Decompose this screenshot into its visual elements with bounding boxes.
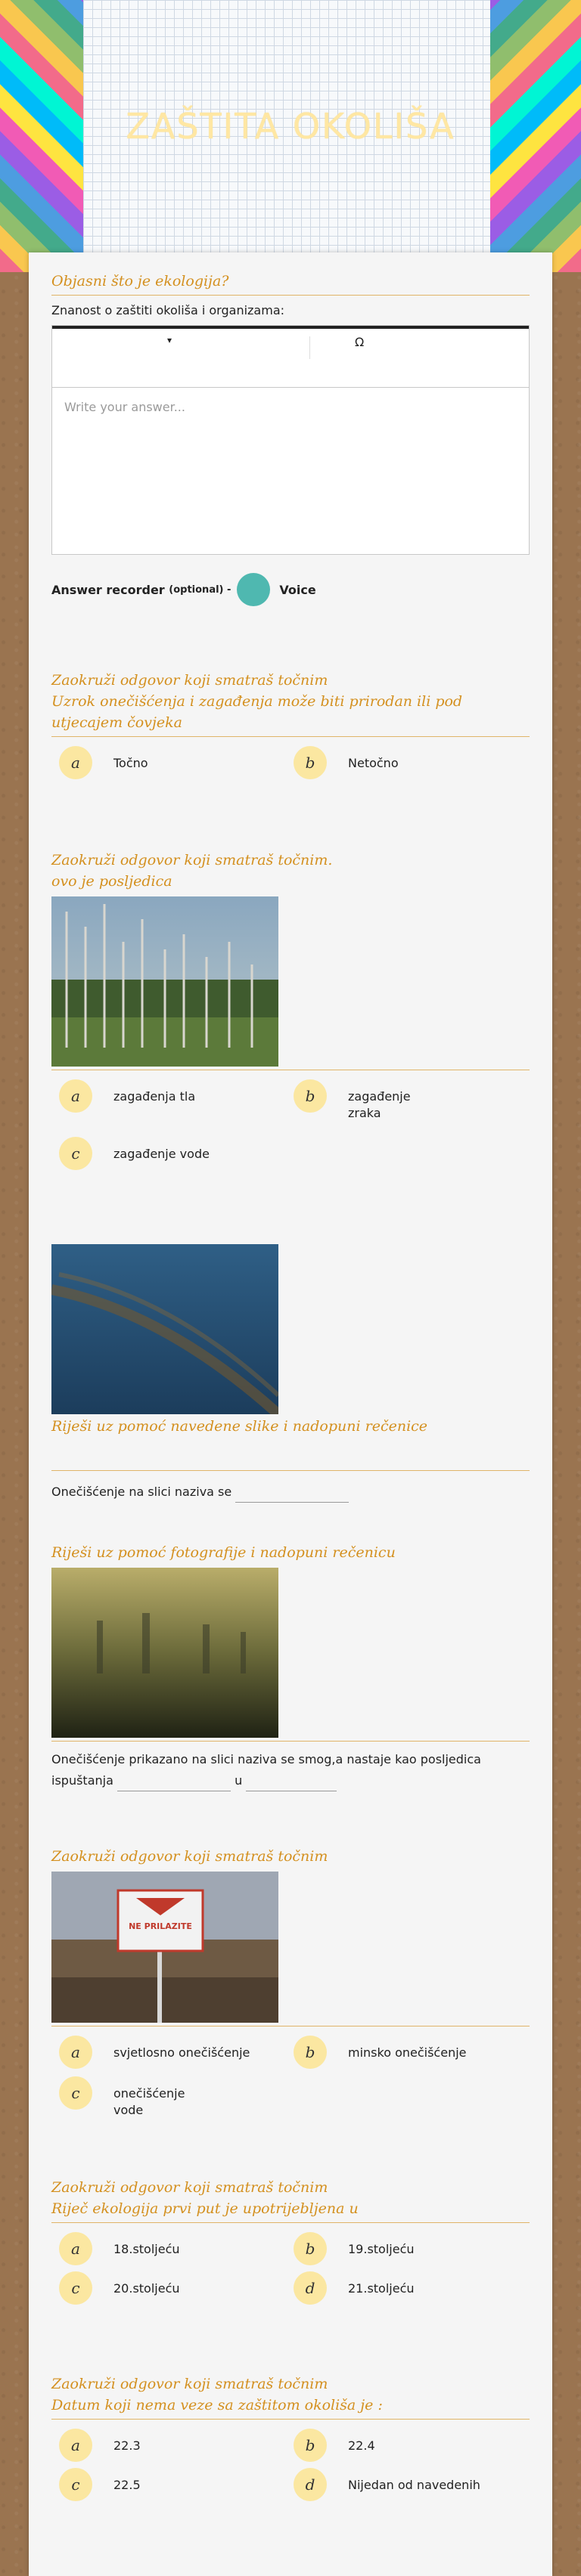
option-key: a xyxy=(59,2036,92,2069)
recorder-label: Answer recorder xyxy=(51,582,165,597)
option-b[interactable] xyxy=(294,1079,424,1122)
question-prompt: Riječ ekologija prvi put je upotrijebljena u xyxy=(51,2200,359,2217)
divider xyxy=(51,295,530,296)
voice-record-button[interactable] xyxy=(237,573,270,606)
option-key: d xyxy=(294,2468,327,2501)
divider xyxy=(51,2222,530,2223)
divider xyxy=(51,1470,530,1471)
question-title: Zaokruži odgovor koji smatraš točnim xyxy=(51,672,328,689)
editor-toolbar xyxy=(52,326,529,388)
toolbar-separator xyxy=(309,336,310,359)
question-7 xyxy=(51,2177,530,2315)
option-key: b xyxy=(294,1079,327,1113)
sentence-text: Onečišćenje prikazano na slici naziva se smog,a nastaje kao posljedica ispuštanja xyxy=(51,1752,481,1788)
question-title: Zaokruži odgovor koji smatraš točnim xyxy=(51,2376,328,2392)
chevron-pattern-right xyxy=(490,0,581,272)
question-6 xyxy=(51,1846,530,2134)
answer-textarea[interactable]: Write your answer... xyxy=(64,400,185,414)
option-a[interactable] xyxy=(59,2232,219,2265)
option-d[interactable] xyxy=(294,2271,454,2305)
option-key: a xyxy=(59,2232,92,2265)
question-5 xyxy=(51,1542,530,1791)
option-key: b xyxy=(294,746,327,779)
question-title: Riješi uz pomoć navedene slike i nadopuni rečenice xyxy=(51,1418,428,1435)
option-c[interactable] xyxy=(59,1137,219,1170)
option-label: onečišćenje vode xyxy=(113,2086,185,2117)
dead-forest-photo xyxy=(51,896,278,1067)
question-3 xyxy=(51,850,530,1170)
option-a[interactable] xyxy=(59,2429,219,2462)
option-a[interactable] xyxy=(59,1079,219,1113)
format-dropdown-icon[interactable]: ▾ xyxy=(167,335,172,345)
options xyxy=(51,746,530,791)
option-key: a xyxy=(59,1079,92,1113)
options xyxy=(51,1079,530,1170)
question-title: Zaokruži odgovor koji smatraš točnim xyxy=(51,1848,328,1865)
option-label: zagađenja tla xyxy=(113,1089,196,1104)
option-label: svjetlosno onečišćenje xyxy=(113,2045,250,2060)
fill-sentence xyxy=(51,1749,530,1791)
question-title: Objasni što je ekologija? xyxy=(51,273,229,289)
fill-sentence xyxy=(51,1482,530,1503)
smog-photo xyxy=(51,1568,278,1738)
option-label: zagađenje vode xyxy=(113,1147,210,1161)
header xyxy=(0,0,581,272)
worksheet-card xyxy=(29,252,552,2576)
option-b[interactable] xyxy=(294,746,454,779)
question-4 xyxy=(51,1240,530,1503)
question-prompt: ovo je posljedica xyxy=(51,873,172,890)
option-key: c xyxy=(59,2468,92,2501)
divider xyxy=(51,2419,530,2420)
answer-recorder xyxy=(51,573,530,606)
option-c[interactable] xyxy=(59,2271,219,2305)
option-key: a xyxy=(59,2429,92,2462)
sign-text: NE PRILAZITE xyxy=(129,1921,192,1931)
option-label: 20.stoljeću xyxy=(113,2281,180,2296)
option-label: 19.stoljeću xyxy=(348,2242,415,2256)
option-b[interactable] xyxy=(294,2429,454,2462)
option-c[interactable] xyxy=(59,2076,197,2119)
option-key: c xyxy=(59,2076,92,2110)
options xyxy=(51,2036,530,2134)
option-key: b xyxy=(294,2036,327,2069)
question-title: Riješi uz pomoć fotografije i nadopuni rečenicu xyxy=(51,1544,396,1561)
option-label: 18.stoljeću xyxy=(113,2242,180,2256)
voice-label: Voice xyxy=(279,582,316,597)
option-d[interactable] xyxy=(294,2468,530,2501)
option-key: c xyxy=(59,1137,92,1170)
option-a[interactable] xyxy=(59,2036,280,2069)
option-label: zagađenje zraka xyxy=(348,1089,411,1120)
question-title: Zaokruži odgovor koji smatraš točnim. xyxy=(51,852,333,868)
option-label: Točno xyxy=(113,756,148,770)
option-label: Nijedan od navedenih xyxy=(348,2478,480,2492)
question-subtitle: Znanost o zaštiti okoliša i organizama: xyxy=(51,303,285,317)
divider xyxy=(51,736,530,737)
option-label: 22.5 xyxy=(113,2478,141,2492)
option-label: Netočno xyxy=(348,756,399,770)
option-b[interactable] xyxy=(294,2232,454,2265)
option-key: b xyxy=(294,2429,327,2462)
answer-editor xyxy=(51,325,530,555)
special-characters-icon[interactable]: Ω xyxy=(355,335,365,349)
blank-input-2[interactable] xyxy=(246,1778,337,1791)
question-8 xyxy=(51,2373,530,2512)
blank-input[interactable] xyxy=(235,1489,349,1503)
option-label: 21.stoljeću xyxy=(348,2281,415,2296)
sentence-text: Onečišćenje na slici naziva se xyxy=(51,1485,232,1499)
sentence-connector: u xyxy=(235,1773,243,1788)
option-key: a xyxy=(59,746,92,779)
option-c[interactable] xyxy=(59,2468,219,2501)
chevron-pattern-left xyxy=(0,0,91,272)
option-a[interactable] xyxy=(59,746,219,779)
options xyxy=(51,2429,530,2512)
option-label: minsko onečišćenje xyxy=(348,2045,467,2060)
option-key: c xyxy=(59,2271,92,2305)
minefield-sign-photo xyxy=(51,1872,278,2023)
option-label: 22.4 xyxy=(348,2438,375,2453)
page-title: ZAŠTITA OKOLIŠA xyxy=(126,106,455,147)
oil-spill-photo xyxy=(51,1244,278,1414)
divider xyxy=(51,1741,530,1742)
recorder-optional: (optional) - xyxy=(169,584,231,596)
option-key: b xyxy=(294,2232,327,2265)
option-key: d xyxy=(294,2271,327,2305)
option-label: 22.3 xyxy=(113,2438,141,2453)
question-prompt: Uzrok onečišćenja i zagađenja može biti prirodan ili pod utjecajem čovjeka xyxy=(51,693,463,731)
question-title: Zaokruži odgovor koji smatraš točnim xyxy=(51,2179,328,2196)
options xyxy=(51,2232,530,2315)
question-1 xyxy=(51,271,530,606)
question-prompt: Datum koji nema veze sa zaštitom okoliša je : xyxy=(51,2397,383,2413)
blank-input-1[interactable] xyxy=(117,1778,231,1791)
question-2 xyxy=(51,670,530,791)
option-b[interactable] xyxy=(294,2036,514,2069)
